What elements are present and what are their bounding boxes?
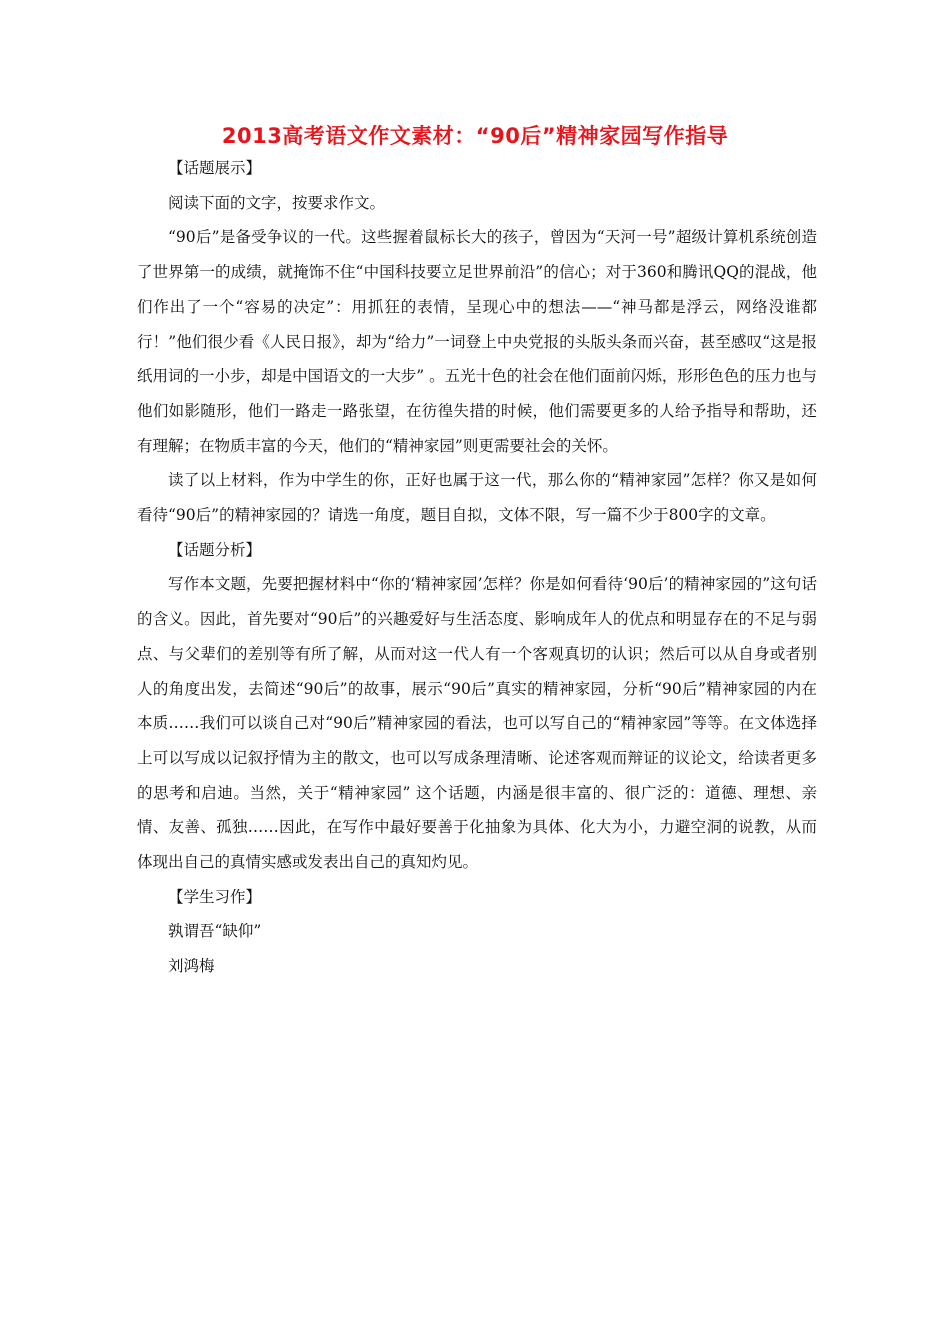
paragraph-task: 读了以上材料，作为中学生的你，正好也属于这一代，那么你的“精神家园”怎样？你又是如何看待“90后”的精神家园的？请选一角度，题目自拟，文体不限，写一篇不少于800字的文章。 <box>137 471 817 525</box>
paragraph-analysis: 写作本文题，先要把握材料中“你的‘精神家园’怎样？你是如何看待‘90后’的精神家园的”这句话的含义。因此，首先要对“90后”的兴趣爱好与生活态度、影响成年人的优点和明显存在的不足与弱点、与父辈们的差别等有所了解，从而对这一代人有一个客观真切的认识；然后可以从自身或者别人的角度出发，去简述“90后”的故事，展示“90后”真实的精神家园，分析“90后”精神家园的内在本质……我们可以谈自己对“90后”精神家园的看法，也可以写自己的“精神家园”等等。在文体选择上可以写成以记叙抒情为主的散文，也可以写成条理清晰、论述客观而辩证的议论文，给读者更多的思考和启迪。当然，关于“精神家园” 这个话题，内涵是很丰富的、很广泛的：道德、理想、亲情、友善、孤独……因此，在写作中最好要善于化抽象为具体、化大为小，力避空洞的说教，从而体现出自己的真情实感或发表出自己的真知灼见。 <box>137 575 817 872</box>
document-body <box>137 151 817 984</box>
essay-author: 刘鸿梅 <box>168 957 215 976</box>
document-title: 2013高考语文作文素材：“90后”精神家园写作指导 <box>221 124 729 148</box>
paragraph-material: “90后”是备受争议的一代。这些握着鼠标长大的孩子，曾因为“天河一号”超级计算机系统创造了世界第一的成绩，就掩饰不住“中国科技要立足世界前沿”的信心；对于360和腾讯QQ的混战，他们作出了一个“容易的决定”：用抓狂的表情，呈现心中的想法——“神马都是浮云，网络没谁都行！”他们很少看《人民日报》，却为“给力”一词登上中央党报的头版头条而兴奋，甚至感叹“这是报纸用词的一小步，却是中国语文的一大步” 。五光十色的社会在他们面前闪烁，形形色色的压力也与他们如影随形，他们一路走一路张望，在彷徨失措的时候，他们需要更多的人给予指导和帮助，还有理解；在物质丰富的今天，他们的“精神家园”则更需要社会的关怀。 <box>137 228 817 455</box>
section-heading-student-essay: 【学生习作】 <box>168 887 262 906</box>
section-heading-topic: 【话题展示】 <box>168 159 262 177</box>
paragraph-instruction: 阅读下面的文字，按要求作文。 <box>168 193 386 212</box>
section-heading-analysis: 【话题分析】 <box>168 540 262 559</box>
essay-title: 孰谓吾“缺仰” <box>168 922 262 941</box>
